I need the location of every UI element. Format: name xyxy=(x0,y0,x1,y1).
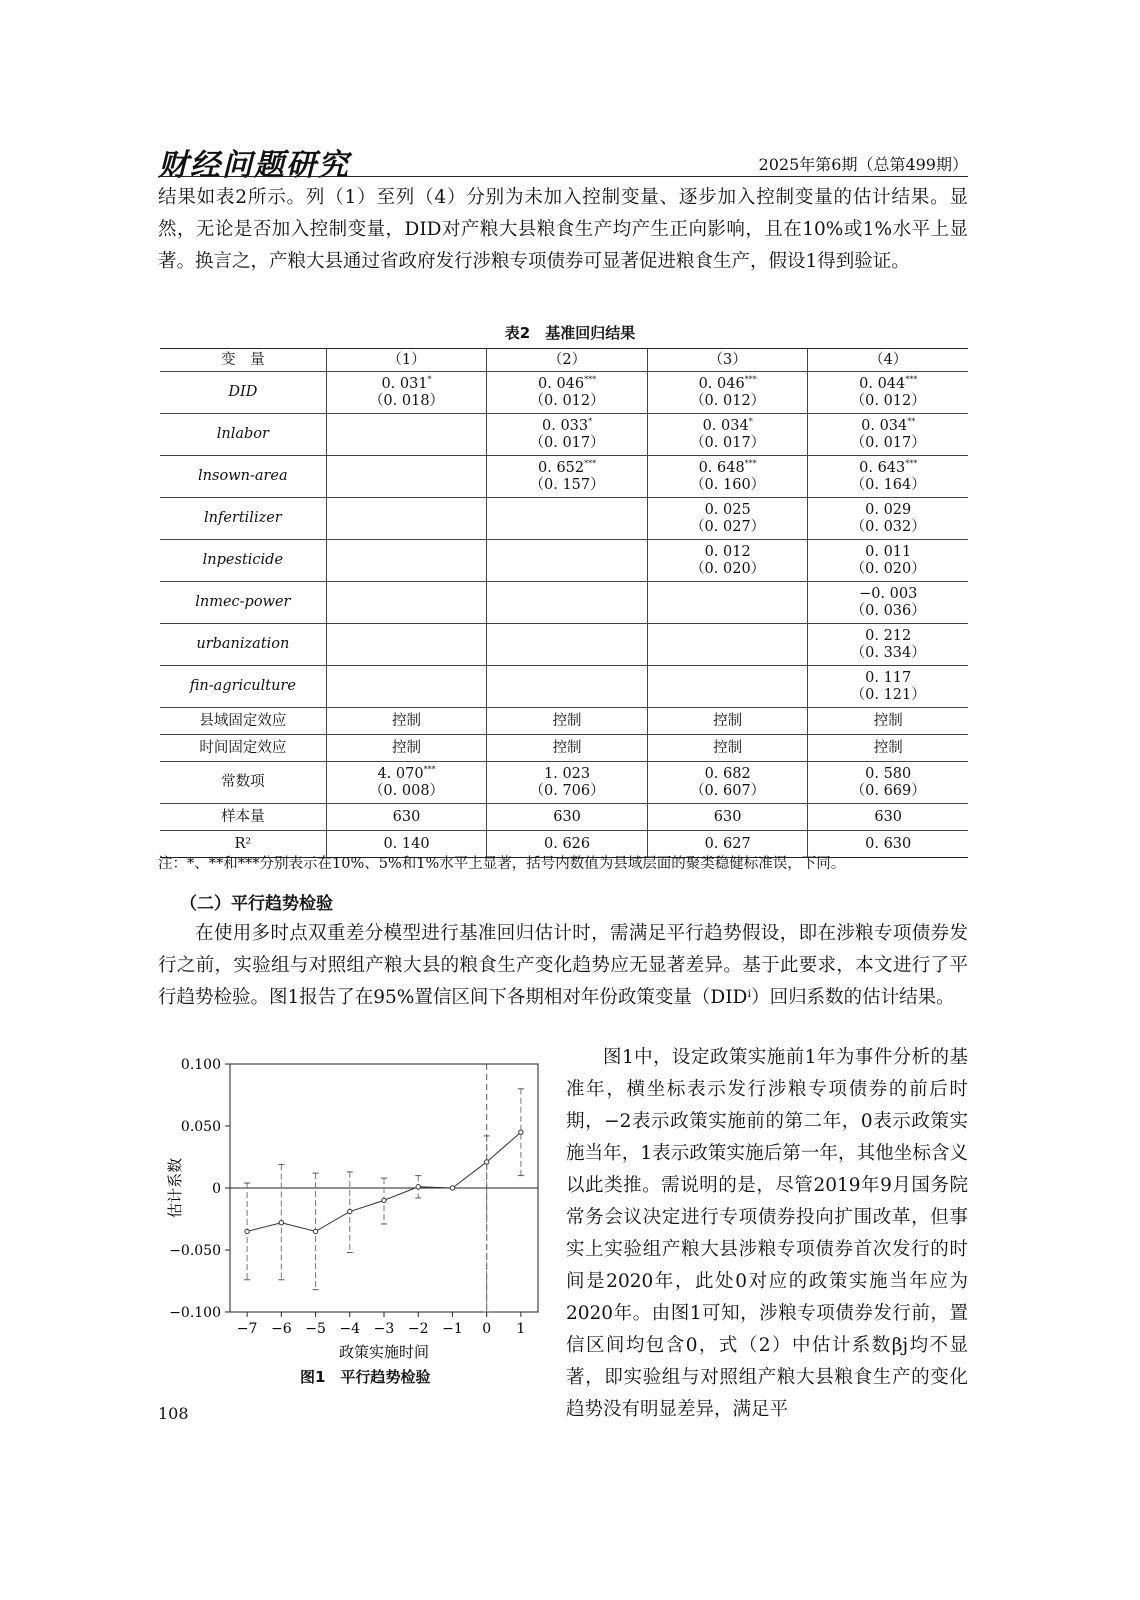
significance-stars: *** xyxy=(584,374,597,384)
table-cell: 控制 xyxy=(487,735,648,762)
coefficient-value: 0. 034 xyxy=(861,417,908,434)
variable-label: lnmec-power xyxy=(160,582,326,624)
section-heading: （二）平行趋势检验 xyxy=(180,894,333,914)
variable-label: R² xyxy=(160,831,326,858)
coefficient xyxy=(487,766,647,783)
table-cell xyxy=(647,582,808,624)
standard-error: （0. 027） xyxy=(690,518,766,535)
table-cell xyxy=(326,762,487,804)
y-tick-label: −0.050 xyxy=(169,1243,221,1259)
significance-stars: *** xyxy=(423,764,436,774)
coefficient-value: 0. 034 xyxy=(702,417,749,434)
coefficient-value: 0. 212 xyxy=(865,627,912,644)
table-cell xyxy=(808,414,968,456)
table-cell xyxy=(647,624,808,666)
coefficient xyxy=(808,418,968,435)
table-cell xyxy=(326,624,487,666)
variable-label: lnfertilizer xyxy=(160,498,326,540)
significance-stars: ** xyxy=(907,416,916,426)
table-cell xyxy=(326,372,487,414)
table-cell: 控制 xyxy=(326,708,487,735)
table-cell: 0. 627 xyxy=(647,831,808,858)
coefficient-value: 0. 044 xyxy=(859,375,906,392)
coefficient xyxy=(648,766,808,783)
coefficient-value: 0. 652 xyxy=(538,459,585,476)
variable-label: urbanization xyxy=(160,624,326,666)
table-row xyxy=(160,708,968,735)
coefficient xyxy=(487,418,647,435)
x-tick-label: −3 xyxy=(373,1321,395,1337)
coefficient-value: 0. 012 xyxy=(704,543,751,560)
coefficient xyxy=(808,502,968,519)
table-cell xyxy=(647,372,808,414)
table-header-cell: （1） xyxy=(326,349,487,372)
table-cell xyxy=(808,666,968,708)
paragraph-3: 图1中，设定政策实施前1年为事件分析的基准年，横坐标表示发行涉粮专项债券的前后时期，−2表示政策实施前的第二年，0表示政策实施当年，1表示政策实施后第一年，其他坐标含义以此类推。需说明的是，尽管2019年9月国务院常务会议决定进行专项债券投向扩围改革，但事实上实验组产粮大县涉粮专项债券首次发行的时间是2020年，此处0对应的政策实施当年应为2020年。由图1可知，涉粮专项债券发行前，置信区间均包含0，式（2）中估计系数βj均不显著，即实验组与对照组产粮大县粮食生产的变化趋势没有明显差异，满足平 xyxy=(566,1047,968,1420)
coefficient-point xyxy=(519,1130,523,1134)
variable-label: lnpesticide xyxy=(160,540,326,582)
x-tick-label: −4 xyxy=(339,1321,361,1337)
y-tick-label: 0.100 xyxy=(180,1057,221,1073)
coefficient-value: 0. 682 xyxy=(704,765,751,782)
coefficient-value: 0. 033 xyxy=(542,417,589,434)
paragraph-2: 在使用多时点双重差分模型进行基准回归估计时，需满足平行趋势假设，即在涉粮专项债券发行之前，实验组与对照组产粮大县的粮食生产变化趋势应无显著差异。基于此要求，本文进行了平行趋势检验。图1报告了在95%置信区间下各期相对年份政策变量（DIDⁱ）回归系数的估计结果。 xyxy=(158,923,968,1008)
coefficient xyxy=(808,766,968,783)
table-cell xyxy=(326,666,487,708)
table-cell xyxy=(326,582,487,624)
x-tick-label: −5 xyxy=(305,1321,326,1337)
standard-error: （0. 706） xyxy=(529,782,605,799)
coefficient xyxy=(808,670,968,687)
significance-stars: *** xyxy=(744,374,757,384)
coefficient-point xyxy=(382,1198,386,1202)
standard-error: （0. 164） xyxy=(850,476,926,493)
table-body xyxy=(160,372,968,858)
paragraph-1: 结果如表2所示。列（1）至列（4）分别为未加入控制变量、逐步加入控制变量的估计结果。显然，无论是否加入控制变量，DID对产粮大县粮食生产均产生正向影响，且在10%或1%水平上显著。换言之，产粮大县通过省政府发行涉粮专项债券可显著促进粮食生产，假设1得到验证。 xyxy=(158,187,968,272)
coefficient-point xyxy=(348,1209,352,1213)
coefficient-value: 0. 117 xyxy=(865,669,912,686)
standard-error: （0. 008） xyxy=(368,782,445,799)
issue-info: 2025年第6期（总第499期） xyxy=(758,155,968,174)
table-row xyxy=(160,540,968,582)
table-cell: 控制 xyxy=(647,735,808,762)
table-cell xyxy=(487,414,648,456)
variable-label: DID xyxy=(160,372,326,414)
table-cell xyxy=(487,498,648,540)
standard-error: （0. 012） xyxy=(529,392,605,409)
y-tick-label: 0 xyxy=(212,1181,221,1197)
table-cell xyxy=(808,498,968,540)
table-cell xyxy=(326,540,487,582)
table-row xyxy=(160,414,968,456)
table-row xyxy=(160,498,968,540)
coefficient xyxy=(808,376,968,393)
table-cell xyxy=(326,414,487,456)
table-cell xyxy=(647,456,808,498)
table-row xyxy=(160,372,968,414)
table-cell xyxy=(326,456,487,498)
table-cell: 0. 630 xyxy=(808,831,968,858)
standard-error: （0. 036） xyxy=(850,602,926,619)
table-cell xyxy=(487,540,648,582)
coefficient-value: 0. 643 xyxy=(859,459,906,476)
x-tick-label: −2 xyxy=(407,1321,429,1337)
coefficient-value: 0. 648 xyxy=(698,459,745,476)
coefficient-point xyxy=(416,1185,420,1189)
table-cell: 630 xyxy=(326,804,487,831)
coefficient-value: 0. 046 xyxy=(538,375,585,392)
regression-table xyxy=(160,348,968,858)
standard-error: （0. 607） xyxy=(690,782,766,799)
variable-label: 样本量 xyxy=(160,804,326,831)
header-rule xyxy=(158,176,968,177)
coefficient xyxy=(648,418,808,435)
table-cell xyxy=(647,540,808,582)
variable-label: 常数项 xyxy=(160,762,326,804)
table-row xyxy=(160,666,968,708)
table-cell: 控制 xyxy=(808,708,968,735)
y-tick-label: −0.100 xyxy=(169,1305,221,1321)
standard-error: （0. 017） xyxy=(850,434,926,451)
coefficient-value: 1. 023 xyxy=(544,765,591,782)
x-tick-label: −7 xyxy=(236,1321,258,1337)
y-tick-label: 0.050 xyxy=(180,1119,221,1135)
coefficient-point xyxy=(450,1186,454,1190)
coefficient-value: −0. 003 xyxy=(859,585,918,602)
x-tick-label: 1 xyxy=(516,1321,526,1337)
standard-error: （0. 017） xyxy=(690,434,766,451)
coefficient xyxy=(327,376,487,393)
table-cell: 630 xyxy=(487,804,648,831)
table-cell: 630 xyxy=(808,804,968,831)
table-row xyxy=(160,735,968,762)
significance-stars: *** xyxy=(584,458,597,468)
table-cell xyxy=(808,582,968,624)
significance-stars: * xyxy=(427,374,432,384)
coefficient-point xyxy=(484,1160,488,1164)
figure-caption: 图1 平行趋势检验 xyxy=(300,1368,431,1386)
coefficient xyxy=(648,376,808,393)
x-tick-label: −6 xyxy=(271,1321,292,1337)
journal-logo: 财经问题研究 xyxy=(158,148,350,183)
y-axis-label: 估计系数 xyxy=(166,1157,184,1219)
table-cell xyxy=(487,372,648,414)
coefficient-value: 0. 025 xyxy=(704,501,751,518)
table-title: 表2 基准回归结果 xyxy=(504,324,636,342)
standard-error: （0. 032） xyxy=(850,518,926,535)
coefficient xyxy=(648,460,808,477)
table-header-row xyxy=(160,349,968,372)
table-cell: 控制 xyxy=(487,708,648,735)
x-tick-label: −1 xyxy=(442,1321,463,1337)
x-tick-label: 0 xyxy=(482,1321,492,1337)
table-header-cell: （3） xyxy=(647,349,808,372)
table-cell: 0. 140 xyxy=(326,831,487,858)
table-cell xyxy=(808,762,968,804)
table-header-cell: （2） xyxy=(487,349,648,372)
table-cell xyxy=(647,762,808,804)
table-cell xyxy=(487,456,648,498)
coefficient xyxy=(487,376,647,393)
table-cell xyxy=(808,456,968,498)
table-cell xyxy=(647,498,808,540)
table-row xyxy=(160,762,968,804)
coefficient xyxy=(808,586,968,603)
coefficient-point xyxy=(279,1221,283,1225)
coefficient-value: 0. 031 xyxy=(381,375,428,392)
standard-error: （0. 012） xyxy=(850,392,926,409)
table-cell xyxy=(647,414,808,456)
standard-error: （0. 012） xyxy=(690,392,766,409)
significance-stars: *** xyxy=(905,374,918,384)
table-cell: 控制 xyxy=(647,708,808,735)
table-cell xyxy=(487,762,648,804)
table-cell xyxy=(808,540,968,582)
table-row xyxy=(160,624,968,666)
table-header-cell: 变 量 xyxy=(160,349,326,372)
coefficient xyxy=(808,544,968,561)
standard-error: （0. 334） xyxy=(850,644,926,661)
table-row xyxy=(160,582,968,624)
coefficient xyxy=(648,544,808,561)
table-cell xyxy=(487,582,648,624)
x-axis-ticks xyxy=(237,1312,526,1337)
table-cell xyxy=(487,666,648,708)
variable-label: fin-agriculture xyxy=(160,666,326,708)
table-cell xyxy=(326,498,487,540)
coefficient-value: 4. 070 xyxy=(377,765,424,782)
coefficient xyxy=(808,628,968,645)
coefficient-point xyxy=(245,1229,249,1233)
table-cell: 控制 xyxy=(326,735,487,762)
significance-stars: *** xyxy=(905,458,918,468)
coefficient-point xyxy=(313,1229,317,1233)
variable-label: lnsown-area xyxy=(160,456,326,498)
page-number: 108 xyxy=(158,1404,189,1423)
coefficient-value: 0. 029 xyxy=(865,501,912,518)
table-row xyxy=(160,804,968,831)
variable-label: 县域固定效应 xyxy=(160,708,326,735)
standard-error: （0. 017） xyxy=(529,434,605,451)
significance-stars: * xyxy=(588,416,593,426)
coefficient xyxy=(808,460,968,477)
standard-error: （0. 020） xyxy=(690,560,766,577)
table-header-cell: （4） xyxy=(808,349,968,372)
standard-error: （0. 157） xyxy=(529,476,605,493)
table-cell xyxy=(487,624,648,666)
standard-error: （0. 121） xyxy=(850,686,926,703)
table-cell: 控制 xyxy=(808,735,968,762)
table-note: 注：*、**和***分别表示在10%、5%和1%水平上显著，括号内数值为县域层面的聚类稳健标准误，下同。 xyxy=(158,856,846,872)
standard-error: （0. 020） xyxy=(850,560,926,577)
variable-label: 时间固定效应 xyxy=(160,735,326,762)
parallel-trend-chart xyxy=(158,1052,548,1366)
coefficient xyxy=(327,766,487,783)
significance-stars: * xyxy=(748,416,753,426)
table-cell: 0. 626 xyxy=(487,831,648,858)
table-row xyxy=(160,456,968,498)
standard-error: （0. 018） xyxy=(368,392,445,409)
coefficient-value: 0. 580 xyxy=(865,765,912,782)
coefficient-value: 0. 046 xyxy=(698,375,745,392)
x-axis-label: 政策实施时间 xyxy=(338,1343,430,1361)
standard-error: （0. 160） xyxy=(690,476,766,493)
standard-error: （0. 669） xyxy=(850,782,926,799)
table-cell xyxy=(647,666,808,708)
variable-label: lnlabor xyxy=(160,414,326,456)
coefficient-value: 0. 011 xyxy=(865,543,912,560)
coefficient xyxy=(648,502,808,519)
table-cell: 630 xyxy=(647,804,808,831)
table-cell xyxy=(808,624,968,666)
significance-stars: *** xyxy=(744,458,757,468)
coefficient xyxy=(487,460,647,477)
table-cell xyxy=(808,372,968,414)
